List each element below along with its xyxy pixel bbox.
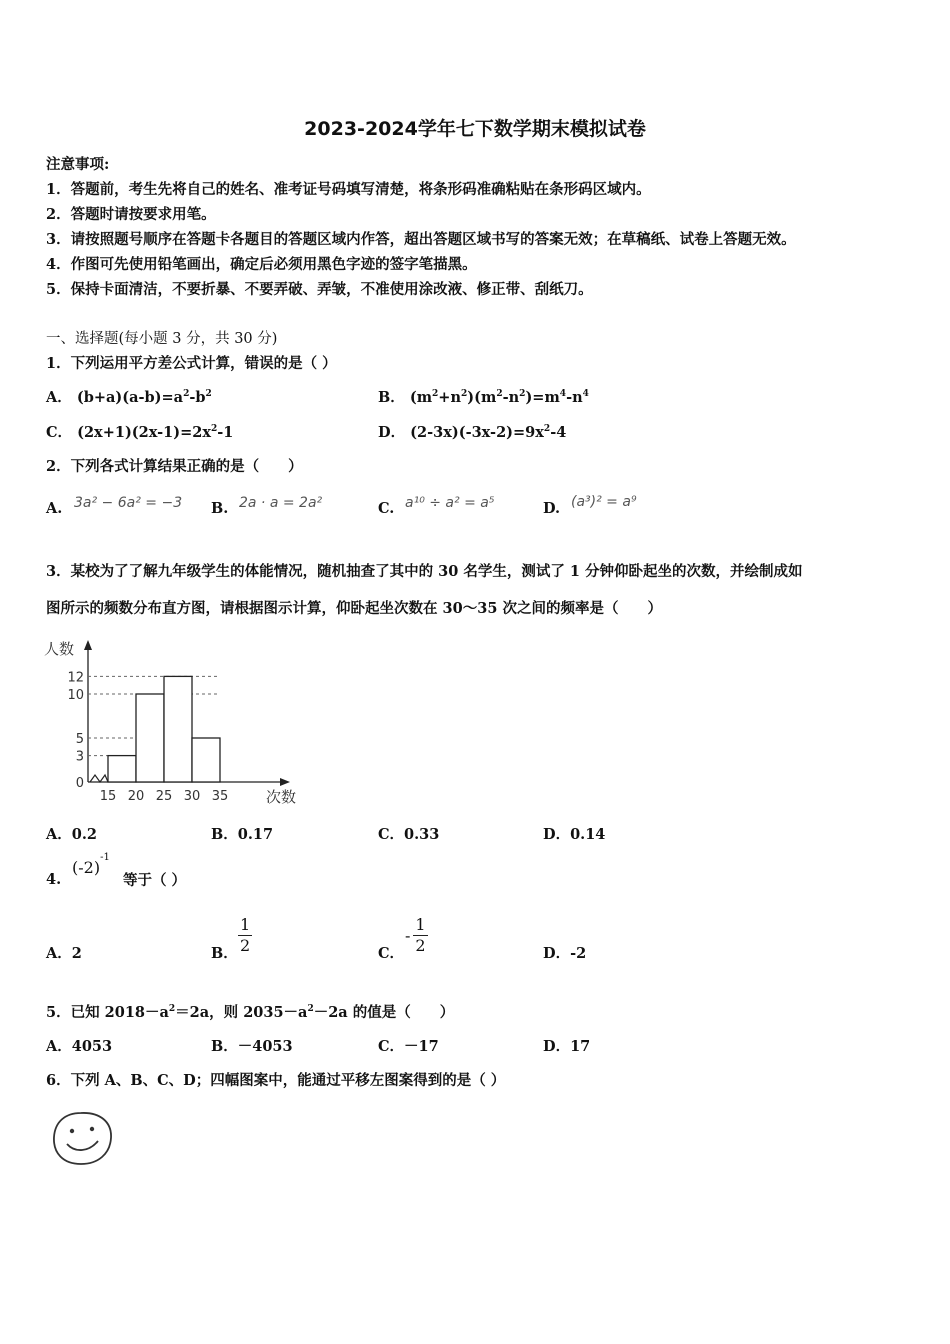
mouth: [67, 1141, 98, 1150]
q2-option-a-expr: 3a² − 6a² = −3: [74, 495, 183, 511]
notice-item: 2．答题时请按要求用笔。: [46, 206, 216, 223]
q4-option-c-label: C．: [378, 945, 405, 962]
q3-option-d: D．0.14: [543, 826, 606, 843]
q2-option-b-expr: 2a · a = 2a²: [239, 495, 323, 511]
q5-option-d: D．17: [543, 1038, 591, 1055]
q5-option-c: C．－17: [378, 1038, 439, 1055]
q2-option-c-expr: a¹⁰ ÷ a² = a⁵: [405, 495, 495, 511]
y-axis-label: 人数: [44, 640, 75, 658]
q3-option-a: A．0.2: [46, 826, 97, 843]
x-axis-arrow: [280, 778, 290, 786]
histogram-bar: [192, 738, 220, 782]
y-tick-label: 0: [75, 776, 84, 791]
histogram-chart: [40, 636, 310, 812]
y-tick-label: 10: [67, 688, 84, 703]
q3-option-c: C．0.33: [378, 826, 440, 843]
q2-option-c-label: C.: [378, 500, 395, 517]
histogram-bar: [136, 694, 164, 782]
q2-option-d-label: D.: [543, 500, 561, 517]
x-axis-label: 次数: [266, 788, 297, 806]
y-tick-label: 12: [67, 670, 84, 686]
q1-option-d: D． $(2-3x)(-3x-2)=9x^2-4$: [378, 424, 567, 441]
histogram-bar: [164, 676, 192, 782]
q3-option-b: B．0.17: [211, 826, 274, 843]
question-2-stem: 2．下列各式计算结果正确的是（ ）: [46, 458, 303, 475]
q1-option-c: C． $(2x+1)(2x-1)=2x^2-1$: [46, 424, 234, 441]
q1-option-b: B． $(m^2+n^2)(m^2-n^2)=m^4-n^4$: [378, 389, 589, 406]
axis-break: [90, 775, 108, 782]
histogram-bar: [108, 756, 136, 782]
q5-option-a: A．4053: [46, 1038, 113, 1055]
y-tick-label: 5: [75, 732, 84, 747]
x-tick-label: 25: [155, 789, 173, 804]
x-tick-label: 35: [211, 789, 229, 804]
right-eye: [90, 1127, 94, 1131]
y-tick-label: 3: [75, 749, 84, 765]
question-5-stem: 5．已知 $2018-a^2=2a$，则 $2035-a^2-2a$ 的值是（ ）: [46, 1004, 455, 1021]
q1-option-a: A． $(b+a)(a-b)=a^2-b^2$: [46, 389, 212, 406]
y-axis-arrow: [84, 640, 92, 650]
q2-option-d-expr: (a³)² = a⁹: [571, 494, 637, 510]
page-title: 2023-2024学年七下数学期末模拟试卷: [304, 118, 646, 140]
question-4-number: 4.: [46, 871, 62, 888]
question-3-line-2: 图所示的频数分布直方图，请根据图示计算，仰卧起坐次数在 30～35 次之间的频率是（ ）: [46, 600, 662, 617]
q4-option-c-fraction: - $\frac{1}{2}$: [405, 915, 426, 955]
q4-option-b-label: B．: [211, 945, 238, 962]
question-4-tail: 等于（ ）: [123, 872, 187, 889]
q2-option-b-label: B.: [211, 500, 229, 517]
smiley-face-figure: [48, 1108, 118, 1168]
face-outline: [54, 1113, 111, 1164]
left-eye: [70, 1129, 74, 1133]
notice-heading: 注意事项:: [46, 156, 110, 173]
notice-item: 4．作图可先使用铅笔画出，确定后必须用黑色字迹的签字笔描黑。: [46, 256, 477, 273]
notice-item: 5．保持卡面清洁，不要折暴、不要弄破、弄皱，不准使用涂改液、修正带、刮纸刀。: [46, 281, 593, 298]
question-6-stem: 6．下列 A、B、C、D；四幅图案中，能通过平移左图案得到的是（ ）: [46, 1072, 506, 1089]
question-1-stem: 1．下列运用平方差公式计算，错误的是（ ）: [46, 355, 337, 372]
question-3-line-1: 3．某校为了了解九年级学生的体能情况，随机抽查了其中的 30 名学生，测试了 1 分钟仰卧起坐的次数，并绘制成如: [46, 563, 803, 580]
q4-option-a: A．2: [46, 945, 82, 962]
q4-option-d: D．-2: [543, 945, 587, 962]
notice-item: 1．答题前，考生先将自己的姓名、准考证号码填写清楚，将条形码准确粘贴在条形码区域内。: [46, 181, 651, 198]
q2-option-a-label: A.: [46, 500, 63, 517]
question-4-expression: $(-2)^{-1}$: [72, 852, 110, 877]
x-tick-label: 30: [183, 789, 201, 804]
x-tick-label: 15: [99, 789, 117, 804]
x-tick-label: 20: [127, 789, 145, 804]
q5-option-b: B．－4053: [211, 1038, 293, 1055]
section-heading: 一、选择题(每小题 3 分，共 30 分): [46, 331, 278, 347]
q4-option-b-fraction: $\frac{1}{2}$: [240, 915, 251, 955]
notice-item: 3．请按照题号顺序在答题卡各题目的答题区域内作答，超出答题区域书写的答案无效；在草稿纸、试卷上答题无效。: [46, 231, 796, 248]
